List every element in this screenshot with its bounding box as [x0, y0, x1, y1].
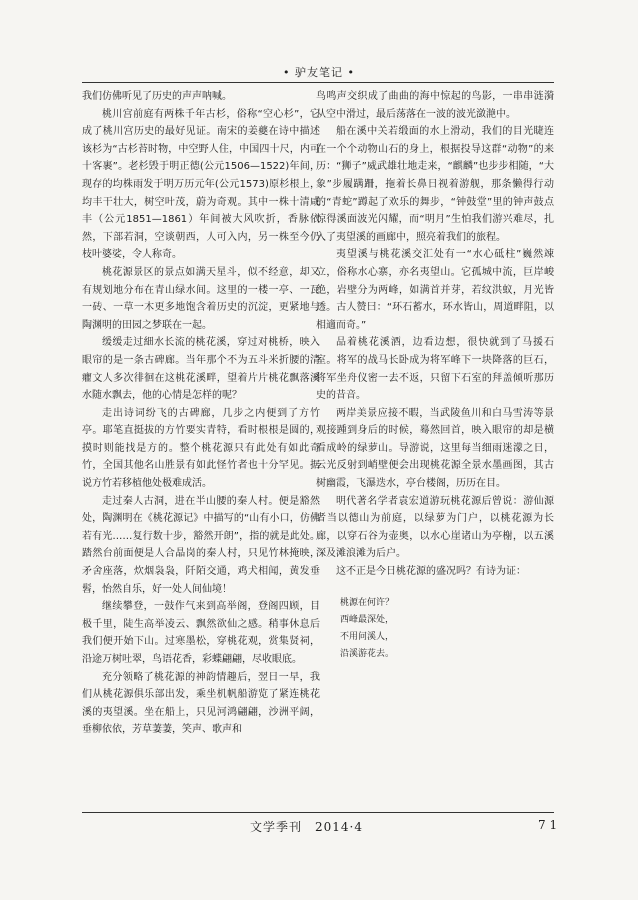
right-paragraph: 船在溪中关若缎面的水上滑动，我们的目光睫连在一个个动物山石的身上，根据投导这群“动物”的来历：“狮子”威武雄壮地走来，“麒麟”也步步相随，“大象”步履蹒跚，拖着长鼻日视着游舰，那条懒得行动的“青蛇”蹲起了欢乐的舞步，“钟鼓堂”里的钟声鼓点惊得溪面波光闪耀，而“明月”生怕我们游兴难尽，扎入了夷望溪的画廊中，照亮着我们的旅程。	[316, 126, 554, 243]
left-paragraph: 缓缓走过細水长流的桃花溪，穿过对桃桥，映入眼帘的是一条古碑廊。当年那个不为五斗米折腰的清癯文人多次徘徊在这桃花溪畔，望着片片桃花飘落溪水随水飘去，他的心情是怎样的呢？	[82, 337, 320, 402]
left-paragraph: 我们仿佛听见了历史的声声呐喊。	[82, 91, 232, 102]
footer-rule	[82, 812, 554, 813]
right-paragraph: 这不正是今日桃花源的盛况吗？有诗为证：	[336, 566, 526, 578]
header-rule	[82, 82, 554, 83]
left-paragraph: 桃花源景区的景点如满天星斗，似不经意，却又有规划地分布在青山绿水间。这里的一楼一亭、一瓦一砖、一草一木更多地饱含着历史的沉淀，更紧地与陶渊明的田园之梦联在一起。	[82, 266, 320, 331]
poem-line-1: 桃源在何许？	[340, 597, 395, 608]
right-paragraph: 鸟鸣声交织成了曲曲的海中惊起的鸟影，一串串涟漪从空中滑过，最后荡落在一波的波光潋滟中。	[316, 91, 554, 120]
section-header: • 驴友笔记 •	[283, 66, 355, 79]
poem	[316, 595, 554, 663]
right-paragraph: 品着桃花溪酒，边看边想，很快就到了马援石室。将军的战马长卧成为将军峰下一块降落的巨石，将军坐舟仪密一去不返，只留下石室的拜盖倾听那历史的昔音。	[316, 337, 554, 402]
right-paragraphs	[316, 88, 554, 581]
left-paragraph: 充分领略了桃花源的神韵情趣后，翌日一早，我们从桃花源俱乐部出发，乘坐机帆船游览了紧连桃花溪的夷望溪。坐在船上，只见河鸿翩翩，沙洲平阔，垂柳依依，芳草萋萋，笑声、歌声和	[82, 671, 320, 736]
left-paragraph: 走过秦人古洞，进在半山腰的秦人村。便是豁然处，陶渊明在《桃花源记》中描写的“山有小口，仿佛若有光……复行数十步，豁然开朗”，指的就是此处。踏然台前面便是人合晶岗的秦人村，只见竹林掩映，矛舍座落，炊烟袅袅，阡陌交通，鸡犬相闻，黄发垂髫，怡然自乐，好一处人间仙境！	[82, 495, 320, 595]
poem-line-2: 西峰最深处，	[340, 614, 395, 625]
left-paragraph: 继续攀登，一鼓作气来到高举阁，登阁四顾，目极千里，陡生高举凌云、飘然欲仙之感。稍事休息后我们便开始下山。过寒墨松，穿桃花观，赏集贤祠，沿途万树吐翠，鸟语花香，彩蝶翩翩，尽收眼底。	[82, 601, 320, 665]
right-paragraph: 明代著名学者袁宏道游玩桃花源后曾说：游仙源者当以德山为前庭，以绿萝为门户，以桃花源为长廊，以穿石谷为壶奥，以水心崖诸山为亭榭，以五溪深及滩浪滩为后户。	[316, 495, 554, 560]
poem-line-3: 不用问溪人，	[340, 631, 395, 642]
left-paragraph: 走出诗词纷飞的古碑廊，几步之内便到了方竹亭。耶笔直挺拔的方竹要实青特，看时根根是圆的，摸时则能找是方的。整个桃花源只有此处有如此奇竹，全国其他名山胜景有如此怪竹者也十分罕见。据说方竹若移植他处极难成活。	[82, 407, 320, 490]
right-column	[316, 88, 554, 663]
right-paragraph: 夷望溪与桃花溪交汇处有一“水心砥柱”巍然竦立，俗称水心寨，亦名夷望山。它孤城中流，巨岸峻绝，岩壁分为两峰，如满首并芽，若纹洪蚁，月光皆透。古人赞曰：“环石蓄水，环水皆山，周道畔阻，以相適而奇。”	[316, 249, 554, 331]
journal-name: 文学季刊 2014·4	[250, 820, 363, 834]
right-paragraph: 两岸美景应接不暇，当武陵鱼川和白马雪涛等景观接踵到身后的时候，蓦然回首，映入眼帘的却是横看成岭的绿萝山。导游说，这里每当细雨迷濛之日，云光反射到峭壁便会出现桃花源全景水墨画图，其古树幽霞，飞瀑迭水，亭台楼阁，历历在目。	[316, 407, 554, 490]
page-number: 7 1	[538, 818, 558, 832]
left-column	[82, 88, 320, 739]
left-paragraph: 桃川宫前庭有两株千年古杉，俗称“空心杉”，它成了桃川宫历史的最好见证。南宋的姜夔在诗中描述该杉为“古杉苔时物，中空野人住，中国四十尺，内可十客裹”。老杉毁于明正德(公元1506—1522)年间，现存的均株雨发于明万历元年(公元1573)原杉根上，均丰干壮大，树空叶茂，蔚为奇观。其中一株十清咸丰（公元1851—1861）年间被大风吹折，香脉依然，下部若洞，空谈朝西，人可入内，另一株至今仍枝叶婆娑，令人称奇。	[82, 108, 320, 261]
poem-line-4: 沿溪游花去。	[340, 648, 395, 659]
